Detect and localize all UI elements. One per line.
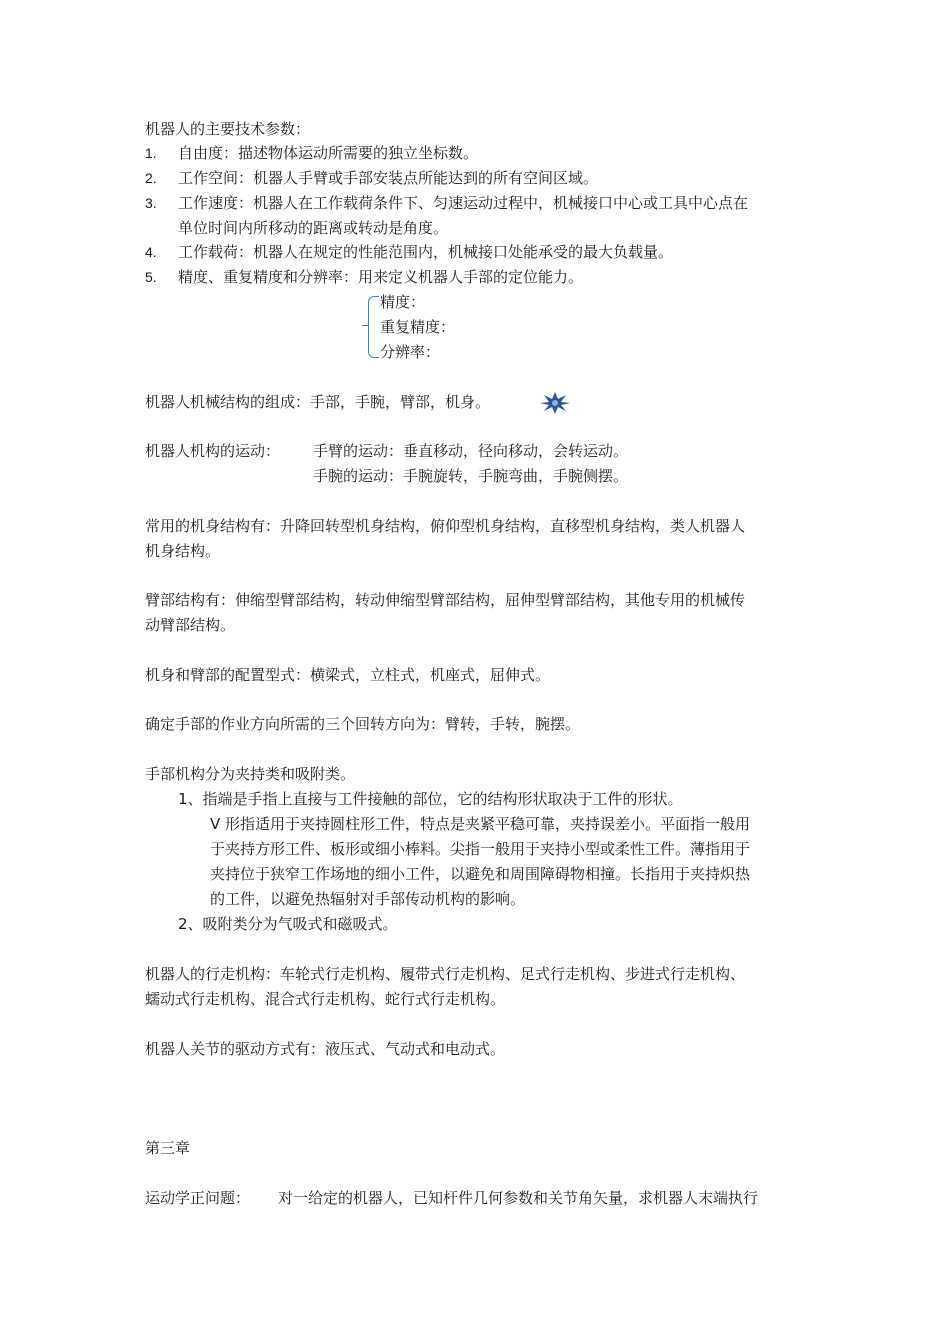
hand-intro: 手部机构分为夹持类和吸附类。 [145, 765, 356, 783]
drive-line: 机器人关节的驱动方式有：液压式、气动式和电动式。 [145, 1040, 506, 1058]
list-number: 1. [145, 145, 157, 161]
config-line: 机身和臂部的配置型式：横梁式，立柱式，机座式，屈伸式。 [145, 666, 551, 684]
walking-line: 蠕动式行走机构、混合式行走机构、蛇行式行走机构。 [145, 990, 506, 1008]
structure-line: 机器人机械结构的组成：手部，手腕，臂部，机身。 [145, 393, 491, 411]
curly-brace-tip [362, 325, 368, 326]
curly-brace [368, 296, 379, 358]
kinematics-label: 运动学正问题： [145, 1189, 251, 1207]
motion-label: 机器人机构的运动： [145, 442, 281, 460]
hand-item-2: 2、吸附类分为气吸式和磁吸式。 [178, 915, 398, 933]
star-burst-icon [540, 392, 570, 414]
hand-item-1-detail: 于夹持方形工件、板形或细小棒料。尖指一般用于夹持小型或柔性工件。薄指用于 [210, 840, 751, 858]
motion-wrist: 手腕的运动：手腕旋转，手腕弯曲，手腕侧摆。 [313, 467, 629, 485]
list-number: 4. [145, 244, 157, 260]
hand-item-1-detail: 的工件，以避免热辐射对手部传动机构的影响。 [210, 890, 526, 908]
hand-item-1-detail: 夹持位于狭窄工作场地的细小工件，以避免和周围障碍物相撞。长指用于夹持炽热 [210, 865, 751, 883]
body-structure-line: 常用的机身结构有：升降回转型机身结构，俯仰型机身结构，直移型机身结构，类人机器人 [145, 517, 746, 535]
list-item: 工作载荷：机器人在规定的性能范围内，机械接口处能承受的最大负载量。 [178, 243, 674, 261]
motion-arm: 手臂的运动：垂直移动，径向移动，会转运动。 [313, 442, 629, 460]
brace-item: 精度： [380, 293, 426, 311]
hand-item-1-detail: V 形指适用于夹持圆柱形工件，特点是夹紧平稳可靠，夹持误差小。平面指一般用 [210, 815, 751, 833]
chapter-title: 第三章 [145, 1139, 191, 1157]
list-item: 精度、重复精度和分辨率：用来定义机器人手部的定位能力。 [178, 268, 584, 286]
list-number: 2. [145, 170, 157, 186]
list-number: 3. [145, 195, 157, 211]
list-number: 5. [145, 269, 157, 285]
kinematics-text: 对一给定的机器人，已知杆件几何参数和关节角矢量，求机器人末端执行 [278, 1189, 759, 1207]
list-item-continuation: 单位时间内所移动的距离或转动是角度。 [178, 219, 449, 237]
rotation-line: 确定手部的作业方向所需的三个回转方向为：臂转，手转，腕摆。 [145, 715, 581, 733]
body-structure-line: 机身结构。 [145, 542, 221, 560]
brace-item: 分辨率： [380, 343, 441, 361]
brace-item: 重复精度： [380, 318, 456, 336]
list-item: 自由度：描述物体运动所需要的独立坐标数。 [178, 144, 479, 162]
walking-line: 机器人的行走机构：车轮式行走机构、履带式行走机构、足式行走机构、步进式行走机构、 [145, 965, 746, 983]
hand-item-1: 1、指端是手指上直接与工件接触的部位，它的结构形状取决于工件的形状。 [178, 790, 683, 808]
arm-structure-line: 动臂部结构。 [145, 616, 236, 634]
list-item: 工作空间：机器人手臂或手部安装点所能达到的所有空间区域。 [178, 169, 599, 187]
arm-structure-line: 臂部结构有：伸缩型臂部结构，转动伸缩型臂部结构，屈伸型臂部结构，其他专用的机械传 [145, 591, 746, 609]
params-heading: 机器人的主要技术参数： [145, 120, 311, 138]
list-item: 工作速度：机器人在工作载荷条件下、匀速运动过程中，机械接口中心或工具中心点在 [178, 194, 749, 212]
